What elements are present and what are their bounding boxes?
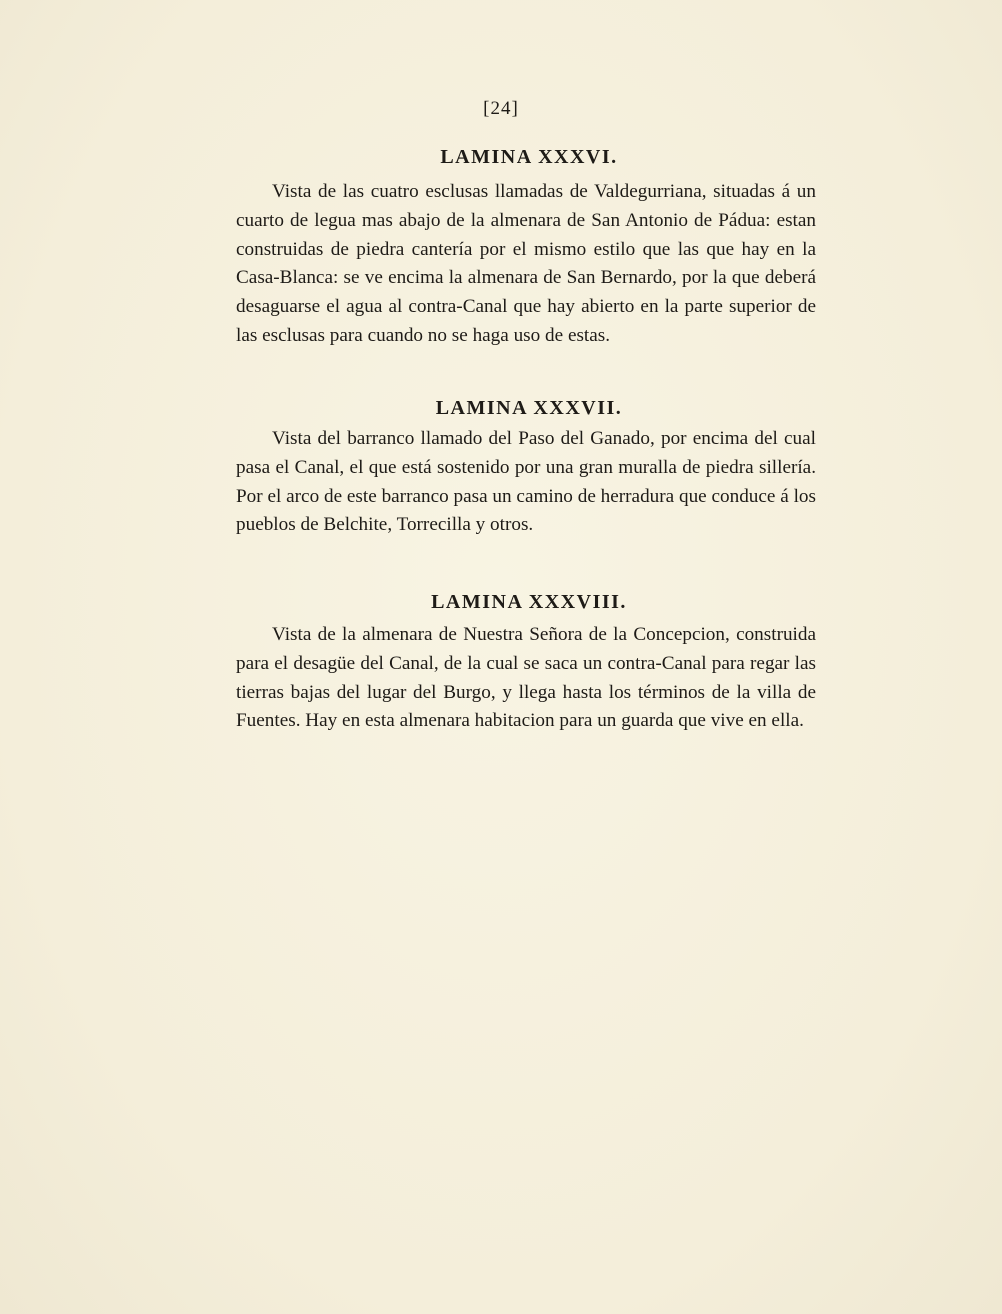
section-text-lamina-xxxviii: Vista de la almenara de Nuestra Señora de la Concepcion, construida para el desagüe del Canal, de la cual se saca un contra-Canal para regar las tierras bajas del lugar del Burgo, y llega hasta los términos de la villa de Fuentes. Hay en esta almenara habitacion para un guarda que vive en ella. [236, 624, 816, 732]
page-number: [24] [483, 98, 519, 119]
section-text-lamina-xxxvi: Vista de las cuatro esclusas llamadas de Valdegurriana, situadas á un cuarto de legua mas abajo de la almenara de San Antonio de Pádua: estan construidas de piedra cantería por el mismo estilo que las que hay en la Casa-Blanca: se ve encima la almenara de San Bernardo, por la que deberá desaguarse el agua al contra-Canal que hay abierto en la parte superior de las esclusas para cuando no se haga uso de estas. [236, 181, 816, 346]
section-title-lamina-xxxviii: LAMINA XXXVIII. [431, 591, 627, 613]
section-title-lamina-xxxvi: LAMINA XXXVI. [440, 146, 618, 168]
section-title-lamina-xxxvii: LAMINA XXXVII. [435, 397, 623, 419]
section-text-lamina-xxxvii: Vista del barranco llamado del Paso del Ganado, por encima del cual pasa el Canal, el que está sostenido por una gran muralla de piedra sillería. Por el arco de este barranco pasa un camino de herradura que conduce á los pueblos de Belchite, Torrecilla y otros. [236, 428, 816, 536]
